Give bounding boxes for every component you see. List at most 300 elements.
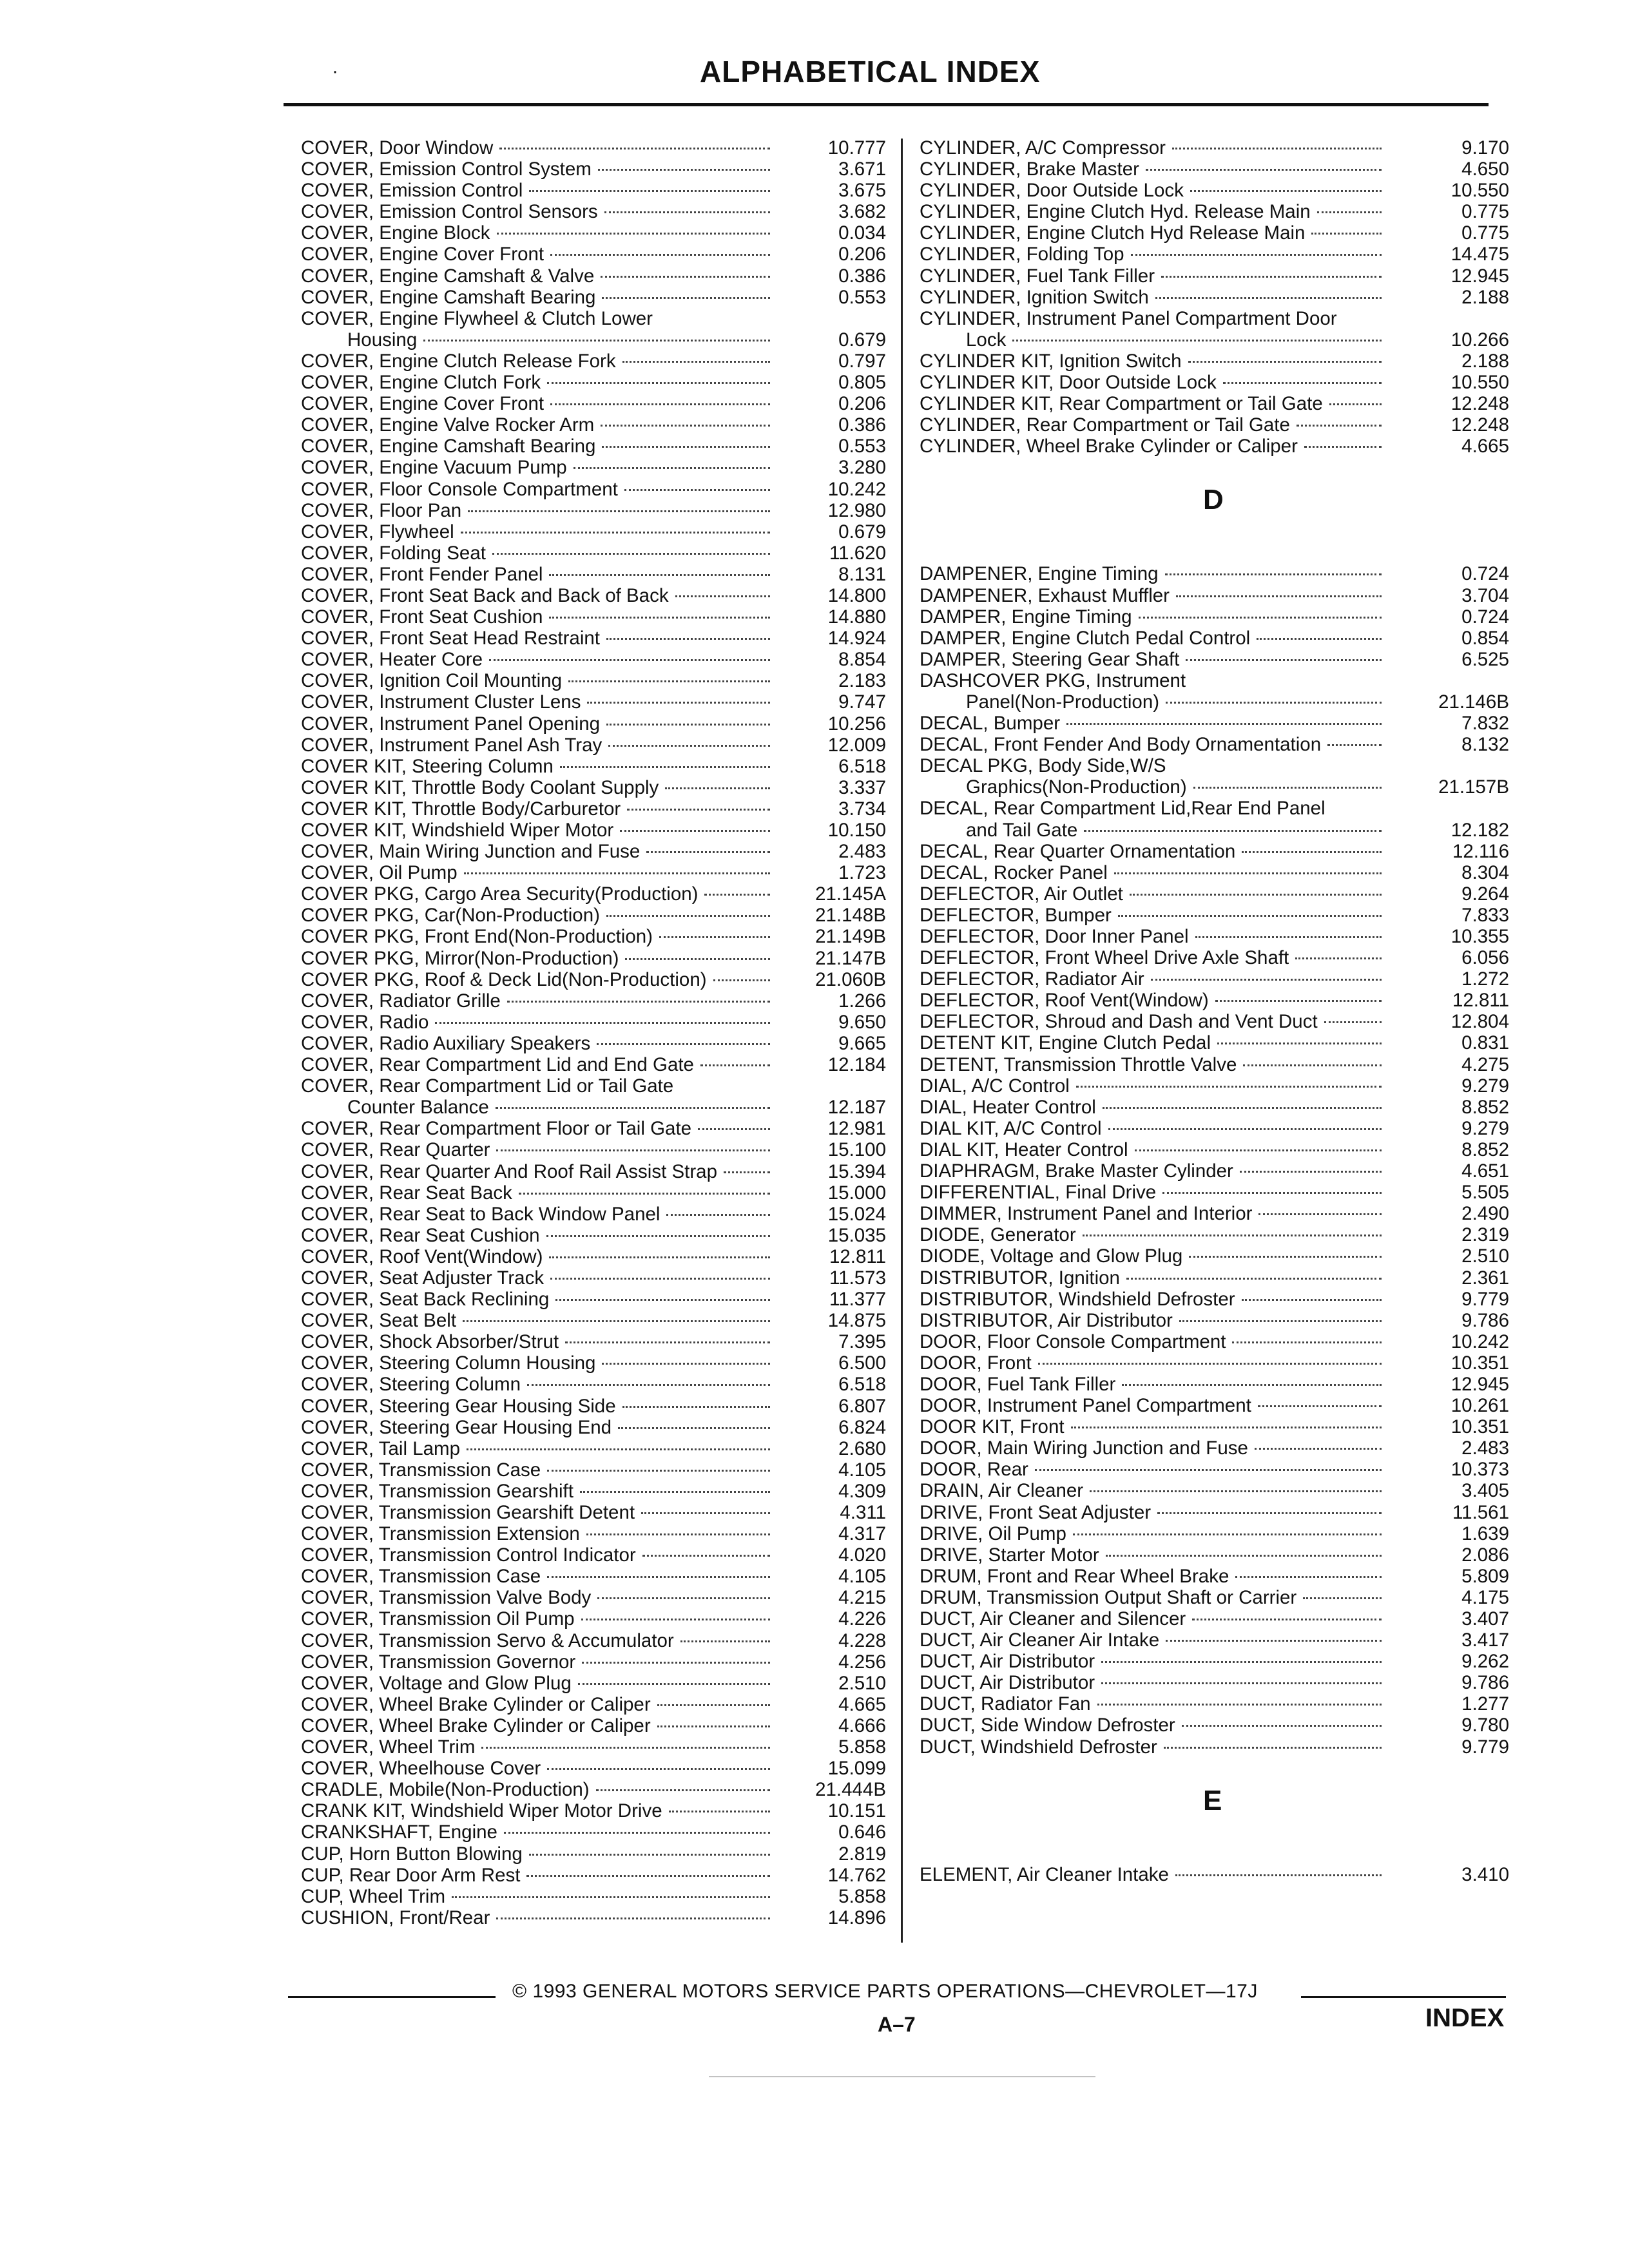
index-entry-label: COVER, Wheel Brake Cylinder or Caliper (301, 1715, 651, 1736)
index-entry-label: CYLINDER, Brake Master (920, 159, 1139, 180)
index-entry (920, 1416, 1512, 1437)
index-entry-page-ref: 15.035 (827, 1224, 886, 1246)
index-entry-page-ref: 1.723 (838, 862, 886, 884)
index-entry-page-ref: 8.852 (1461, 1139, 1509, 1160)
leader-dots (1035, 1469, 1382, 1471)
leader-dots (1151, 979, 1382, 981)
index-entry (301, 1843, 894, 1865)
leader-dots (669, 1811, 770, 1812)
index-entry-label: COVER, Wheelhouse Cover (301, 1758, 541, 1780)
index-entry (301, 649, 894, 670)
index-entry-label: COVER, Steering Column Housing (301, 1352, 596, 1374)
index-entry (920, 1011, 1512, 1032)
index-entry (301, 1523, 894, 1544)
index-entry (920, 1629, 1512, 1651)
index-entry-page-ref: 14.875 (827, 1310, 886, 1332)
index-entry-page-ref: 0.775 (1461, 222, 1509, 244)
index-entry-label: DOOR KIT, Front (920, 1416, 1065, 1438)
index-entry-page-ref: 9.264 (1461, 883, 1509, 905)
index-entry-page-ref: 8.304 (1461, 861, 1509, 883)
index-entry (301, 841, 894, 862)
index-entry-label: CUP, Horn Button Blowing (301, 1843, 523, 1865)
index-entry-page-ref: 4.650 (1461, 159, 1509, 180)
index-entry-page-ref: 3.675 (838, 180, 886, 202)
index-entry-label: CYLINDER KIT, Door Outside Lock (920, 372, 1217, 394)
index-entry-label: COVER, Wheel Brake Cylinder or Caliper (301, 1693, 651, 1715)
index-entry-page-ref: 4.105 (838, 1459, 886, 1481)
index-entry-label: DECAL, Rocker Panel (920, 861, 1108, 883)
index-entry-label: COVER, Emission Control (301, 180, 523, 202)
index-entry (920, 1075, 1512, 1097)
index-entry (920, 137, 1512, 159)
right-index-column (920, 137, 1512, 1885)
index-entry-page-ref: 21.147B (815, 947, 886, 969)
index-entry-page-ref: 8.132 (1461, 734, 1509, 756)
index-entry-page-ref: 9.170 (1461, 137, 1509, 159)
leader-dots (1139, 617, 1382, 619)
leader-dots (1192, 1619, 1382, 1620)
index-entry-label: DRUM, Transmission Output Shaft or Carrier (920, 1586, 1297, 1608)
index-entry-label: DOOR, Main Wiring Junction and Fuse (920, 1437, 1248, 1459)
leader-dots (1243, 1064, 1382, 1066)
leader-dots (507, 1001, 770, 1003)
leader-dots (1101, 1682, 1382, 1684)
leader-dots (547, 1470, 770, 1472)
leader-dots (622, 361, 770, 363)
leader-dots (627, 809, 770, 811)
index-entry-label: DUCT, Air Cleaner and Silencer (920, 1608, 1186, 1629)
index-entry-page-ref: 2.183 (838, 670, 886, 692)
index-entry-label: DASHCOVER PKG, Instrument (920, 669, 1186, 691)
index-entry-label: COVER, Door Window (301, 137, 494, 159)
index-entry-label: COVER, Folding Seat (301, 542, 486, 564)
index-entry-label: COVER KIT, Throttle Body/Carburetor (301, 798, 621, 820)
leader-dots (1257, 638, 1382, 640)
index-entry (301, 1481, 894, 1502)
index-entry-label: Panel(Non-Production) (966, 691, 1160, 713)
index-entry-label: DOOR, Instrument Panel Compartment (920, 1395, 1251, 1417)
index-entry-page-ref: 10.242 (827, 478, 886, 500)
index-entry (301, 1139, 894, 1160)
index-entry-label: DAMPER, Engine Clutch Pedal Control (920, 627, 1251, 649)
index-entry (920, 1118, 1512, 1139)
leader-dots (1135, 1149, 1382, 1151)
index-entry-page-ref: 9.786 (1461, 1672, 1509, 1694)
leader-dots (550, 403, 770, 405)
index-entry-label: COVER, Rear Compartment Lid or Tail Gate (301, 1075, 674, 1097)
index-entry (301, 606, 894, 628)
index-entry-page-ref: 10.151 (827, 1800, 886, 1822)
leader-dots (622, 1406, 770, 1408)
leader-dots (497, 233, 770, 235)
leader-dots (1106, 1555, 1382, 1557)
leader-dots (1324, 1021, 1382, 1023)
index-entry (301, 1033, 894, 1054)
index-entry-page-ref: 8.131 (838, 563, 886, 585)
index-entry-label: DRIVE, Front Seat Adjuster (920, 1501, 1152, 1523)
index-entry (920, 734, 1512, 755)
index-entry-page-ref: 0.553 (838, 286, 886, 308)
index-entry-label: COVER, Front Seat Cushion (301, 606, 543, 628)
index-entry-label: CYLINDER, Rear Compartment or Tail Gate (920, 414, 1290, 436)
index-entry (301, 862, 894, 883)
index-entry-label: COVER, Rear Seat Cushion (301, 1224, 540, 1246)
leader-dots (549, 574, 770, 576)
index-entry-page-ref: 14.800 (827, 584, 886, 606)
index-entry-page-ref: 2.188 (1461, 286, 1509, 308)
leader-dots (1101, 1661, 1382, 1663)
leader-dots (529, 190, 770, 192)
leader-dots (675, 595, 770, 597)
index-entry-page-ref: 4.175 (1461, 1586, 1509, 1608)
index-entry-label: Lock (966, 329, 1007, 351)
index-entry (920, 308, 1512, 329)
index-entry-label: COVER, Floor Console Compartment (301, 478, 618, 500)
index-entry-label: DIAL, Heater Control (920, 1096, 1096, 1118)
index-entry-page-ref: 4.311 (840, 1502, 886, 1523)
leader-dots (724, 1171, 770, 1173)
index-entry (920, 1523, 1512, 1544)
index-entry-page-ref: 10.351 (1451, 1352, 1509, 1374)
index-entry (920, 244, 1512, 265)
leader-dots (1164, 1747, 1382, 1749)
index-entry-label: DIFFERENTIAL, Final Drive (920, 1182, 1157, 1204)
index-entry-page-ref: 21.149B (815, 926, 886, 948)
index-entry (301, 926, 894, 947)
index-entry (920, 670, 1512, 691)
index-entry-page-ref: 9.650 (838, 1011, 886, 1033)
index-entry (301, 564, 894, 585)
index-entry-label: CRANK KIT, Windshield Wiper Motor Drive (301, 1800, 662, 1822)
index-entry-page-ref: 12.187 (827, 1097, 886, 1119)
index-entry (301, 1651, 894, 1673)
index-entry-page-ref: 3.682 (838, 201, 886, 223)
index-entry-label: CYLINDER, Engine Clutch Hyd Release Main (920, 222, 1306, 244)
index-entry (301, 1459, 894, 1481)
index-entry-label: COVER, Ignition Coil Mounting (301, 670, 562, 692)
leader-dots (1131, 254, 1382, 256)
index-entry-page-ref: 12.804 (1451, 1011, 1509, 1033)
leader-dots (1038, 1363, 1382, 1365)
leader-dots (1303, 1597, 1382, 1599)
index-entry-label: COVER, Heater Core (301, 649, 483, 671)
index-entry (301, 969, 894, 990)
index-entry-page-ref: 14.762 (827, 1864, 886, 1886)
index-entry-page-ref: 7.833 (1461, 904, 1509, 926)
leader-dots (624, 489, 770, 491)
index-entry (301, 1225, 894, 1246)
index-entry-page-ref: 0.797 (838, 350, 886, 372)
index-entry (920, 1245, 1512, 1267)
index-entry-page-ref: 15.394 (827, 1160, 886, 1182)
index-entry (920, 628, 1512, 649)
index-entry-label: CYLINDER, Instrument Panel Compartment Door (920, 307, 1337, 329)
leader-dots (1165, 573, 1382, 575)
index-entry-page-ref: 10.550 (1451, 372, 1509, 394)
index-entry-label: COVER PKG, Car(Non-Production) (301, 905, 600, 927)
leader-dots (1073, 1533, 1382, 1535)
index-entry-label: COVER, Engine Valve Rocker Arm (301, 414, 595, 436)
leader-dots (555, 1299, 770, 1301)
index-entry-page-ref: 3.671 (838, 159, 886, 180)
index-entry (301, 414, 894, 436)
index-entry (301, 820, 894, 841)
index-entry (920, 606, 1512, 628)
footer-rule-right (1301, 1996, 1506, 1998)
index-entry-label: DUCT, Windshield Defroster (920, 1736, 1157, 1758)
index-entry (920, 691, 1512, 713)
leader-dots (602, 297, 770, 299)
index-entry-label: COVER, Seat Belt (301, 1310, 457, 1332)
index-entry-label: DIODE, Generator (920, 1224, 1076, 1246)
letter-heading-e (920, 1758, 1512, 1864)
index-entry-page-ref: 2.680 (838, 1437, 886, 1459)
index-entry-page-ref: 0.206 (838, 393, 886, 415)
index-entry (920, 180, 1512, 201)
index-entry (301, 713, 894, 735)
index-entry-label: DRIVE, Oil Pump (920, 1523, 1066, 1544)
index-entry (301, 521, 894, 543)
leader-dots (1295, 957, 1382, 959)
index-entry-page-ref: 8.852 (1461, 1096, 1509, 1118)
index-entry-page-ref: 9.279 (1461, 1117, 1509, 1139)
index-entry-page-ref: 11.377 (829, 1289, 886, 1311)
index-entry (920, 1459, 1512, 1480)
index-entry (920, 926, 1512, 947)
index-entry-label: COVER KIT, Windshield Wiper Motor (301, 820, 614, 841)
index-entry-label: DAMPENER, Engine Timing (920, 563, 1159, 585)
index-entry-label: DOOR, Fuel Tank Filler (920, 1373, 1116, 1395)
index-entry-page-ref: 4.020 (838, 1544, 886, 1566)
leader-dots (1215, 1000, 1382, 1002)
leader-dots (423, 340, 770, 341)
index-entry (301, 735, 894, 756)
index-entry-page-ref: 0.724 (1461, 606, 1509, 628)
index-entry-label: CYLINDER, Engine Clutch Hyd. Release Main (920, 201, 1311, 223)
index-entry-page-ref: 10.355 (1451, 926, 1509, 947)
page-title: ALPHABETICAL INDEX (700, 55, 1041, 88)
index-entry-label: DAMPER, Steering Gear Shaft (920, 648, 1180, 670)
leader-dots (1090, 1490, 1382, 1492)
index-entry-label: COVER, Engine Camshaft Bearing (301, 436, 596, 457)
leader-dots (1161, 276, 1382, 278)
leader-dots (606, 724, 770, 726)
index-entry-label: CUP, Wheel Trim (301, 1885, 446, 1907)
index-entry-label: CYLINDER KIT, Ignition Switch (920, 350, 1182, 372)
index-entry (920, 990, 1512, 1011)
leader-dots (601, 425, 770, 427)
index-entry (301, 691, 894, 713)
index-entry-page-ref: 4.309 (838, 1480, 886, 1502)
index-entry (301, 244, 894, 265)
footer-copyright: © 1993 GENERAL MOTORS SERVICE PARTS OPERATIONS—CHEVROLET—17J (512, 1981, 1258, 2002)
index-entry-page-ref: 11.573 (829, 1267, 886, 1289)
index-entry-page-ref: 0.386 (838, 414, 886, 436)
index-entry-label: COVER, Transmission Case (301, 1566, 541, 1588)
leader-dots (1126, 1278, 1382, 1280)
index-entry (920, 585, 1512, 606)
index-entry-page-ref: 10.373 (1451, 1459, 1509, 1481)
index-entry-page-ref: 12.945 (1451, 265, 1509, 287)
index-entry (301, 180, 894, 201)
index-entry-label: COVER, Front Seat Head Restraint (301, 628, 600, 649)
leader-dots (468, 510, 770, 512)
index-entry (920, 862, 1512, 883)
leader-dots (1182, 1725, 1382, 1727)
index-entry-label: COVER, Rear Quarter (301, 1139, 490, 1161)
leader-dots (1327, 744, 1382, 746)
index-entry-page-ref: 5.809 (1461, 1565, 1509, 1587)
index-entry-page-ref: 15.099 (827, 1758, 886, 1780)
leader-dots (1108, 1128, 1382, 1130)
index-entry-page-ref: 2.483 (838, 841, 886, 863)
index-entry-page-ref: 2.319 (1461, 1224, 1509, 1246)
index-entry-page-ref: 12.182 (1451, 819, 1509, 841)
leader-dots (586, 1533, 770, 1535)
index-entry-label: COVER, Main Wiring Junction and Fuse (301, 841, 641, 863)
index-entry-label: COVER, Front Seat Back and Back of Back (301, 584, 669, 606)
leader-dots (1179, 1320, 1382, 1322)
index-entry-label: COVER, Engine Clutch Release Fork (301, 350, 616, 372)
index-entry-label: COVER PKG, Cargo Area Security(Production) (301, 883, 699, 905)
leader-dots (1083, 1235, 1382, 1236)
leader-dots (604, 211, 770, 213)
index-entry-page-ref: 12.945 (1451, 1373, 1509, 1395)
index-entry (301, 1779, 894, 1800)
index-entry (301, 1289, 894, 1310)
index-entry-page-ref: 4.226 (838, 1608, 886, 1630)
index-entry (301, 351, 894, 372)
index-entry-label: DISTRIBUTOR, Windshield Defroster (920, 1288, 1235, 1310)
index-entry (301, 329, 894, 351)
index-entry (920, 1480, 1512, 1501)
leader-dots (578, 1683, 770, 1685)
leader-dots (580, 1491, 770, 1493)
index-entry-page-ref: 4.665 (838, 1693, 886, 1715)
index-entry-label: DECAL, Rear Compartment Lid,Rear End Panel (920, 798, 1325, 820)
index-entry-page-ref: 9.279 (1461, 1075, 1509, 1097)
index-entry-label: Housing (347, 329, 418, 351)
index-entry-page-ref: 6.807 (838, 1395, 886, 1417)
leader-dots (1155, 297, 1382, 299)
leader-dots (1304, 446, 1382, 448)
leader-dots (1296, 425, 1382, 427)
leader-dots (496, 1107, 770, 1109)
index-entry-label: DIODE, Voltage and Glow Plug (920, 1245, 1183, 1267)
index-entry-label: COVER, Engine Camshaft Bearing (301, 286, 596, 308)
index-entry-label: CYLINDER, Folding Top (920, 244, 1124, 265)
leader-dots (680, 1640, 770, 1642)
index-entry (301, 1715, 894, 1736)
index-entry (301, 479, 894, 500)
index-entry-label: DEFLECTOR, Roof Vent(Window) (920, 990, 1209, 1012)
index-entry-label: COVER, Voltage and Glow Plug (301, 1672, 572, 1694)
index-entry-page-ref: 3.280 (838, 457, 886, 479)
index-entry-label: COVER, Transmission Governor (301, 1651, 576, 1673)
leader-dots (1240, 1171, 1382, 1173)
leader-dots (1176, 595, 1382, 597)
index-entry (301, 628, 894, 649)
index-entry-page-ref: 10.261 (1451, 1395, 1509, 1417)
index-entry-label: COVER PKG, Roof & Deck Lid(Non-Production) (301, 968, 707, 990)
leader-dots (606, 915, 770, 917)
leader-dots (1071, 1427, 1382, 1428)
index-entry-label: DIAPHRAGM, Brake Master Cylinder (920, 1160, 1233, 1182)
index-entry-page-ref: 10.777 (827, 137, 886, 159)
index-entry-page-ref: 21.145A (815, 883, 886, 905)
index-entry (920, 947, 1512, 968)
index-entry-page-ref: 4.666 (838, 1715, 886, 1736)
index-entry-page-ref: 6.056 (1461, 947, 1509, 969)
index-entry-label: COVER, Wheel Trim (301, 1736, 476, 1758)
index-entry (301, 372, 894, 393)
left-index-column (301, 137, 894, 1928)
index-entry-page-ref: 12.248 (1451, 393, 1509, 415)
leader-dots (1235, 1576, 1382, 1578)
leader-dots (1097, 1704, 1382, 1706)
index-entry-label: DEFLECTOR, Air Outlet (920, 883, 1123, 905)
index-entry (920, 713, 1512, 734)
index-entry (301, 1396, 894, 1417)
index-entry-label: CYLINDER KIT, Rear Compartment or Tail Gate (920, 393, 1323, 415)
index-entry-page-ref: 10.550 (1451, 180, 1509, 202)
index-entry-page-ref: 2.490 (1461, 1203, 1509, 1225)
leader-dots (499, 148, 770, 149)
index-entry (301, 222, 894, 244)
leader-dots (597, 1043, 770, 1045)
index-entry-label: DEFLECTOR, Shroud and Dash and Vent Duct (920, 1011, 1318, 1033)
index-entry-label: DETENT KIT, Engine Clutch Pedal (920, 1032, 1211, 1054)
index-entry-page-ref: 21.444B (815, 1779, 886, 1801)
leader-dots (1076, 1086, 1382, 1088)
index-entry-page-ref: 14.924 (827, 628, 886, 649)
leader-dots (550, 254, 770, 256)
index-entry-label: DECAL PKG, Body Side,W/S (920, 755, 1166, 777)
leader-dots (547, 1576, 770, 1578)
leader-dots (1329, 403, 1382, 405)
leader-dots (713, 979, 770, 981)
index-entry-label: COVER, Seat Back Reclining (301, 1289, 550, 1311)
leader-dots (1258, 1213, 1382, 1215)
index-entry-page-ref: 11.620 (829, 542, 886, 564)
index-entry (920, 1864, 1512, 1885)
index-entry (301, 1438, 894, 1459)
leader-dots (492, 553, 770, 555)
index-entry (920, 883, 1512, 905)
leader-dots (1172, 148, 1382, 149)
index-entry-page-ref: 1.639 (1461, 1523, 1509, 1544)
index-entry-label: DRUM, Front and Rear Wheel Brake (920, 1565, 1229, 1587)
index-entry-label: COVER, Instrument Panel Ash Tray (301, 734, 602, 756)
index-entry (301, 1331, 894, 1352)
index-entry (301, 1182, 894, 1204)
index-entry-label: COVER, Floor Pan (301, 499, 462, 521)
index-entry (301, 1886, 894, 1907)
leader-dots (547, 382, 770, 384)
index-entry (920, 222, 1512, 244)
index-entry (301, 777, 894, 798)
index-entry-page-ref: 0.034 (838, 222, 886, 244)
index-entry (920, 1395, 1512, 1416)
index-entry-label: COVER, Steering Gear Housing Side (301, 1395, 616, 1417)
leader-dots (529, 1854, 770, 1856)
index-entry (301, 1821, 894, 1843)
index-entry-page-ref: 6.824 (838, 1416, 886, 1438)
index-entry (301, 798, 894, 820)
index-entry-label: CYLINDER, Wheel Brake Cylinder or Caliper (920, 436, 1298, 457)
index-entry-page-ref: 4.105 (838, 1566, 886, 1588)
leader-dots (1188, 361, 1382, 363)
